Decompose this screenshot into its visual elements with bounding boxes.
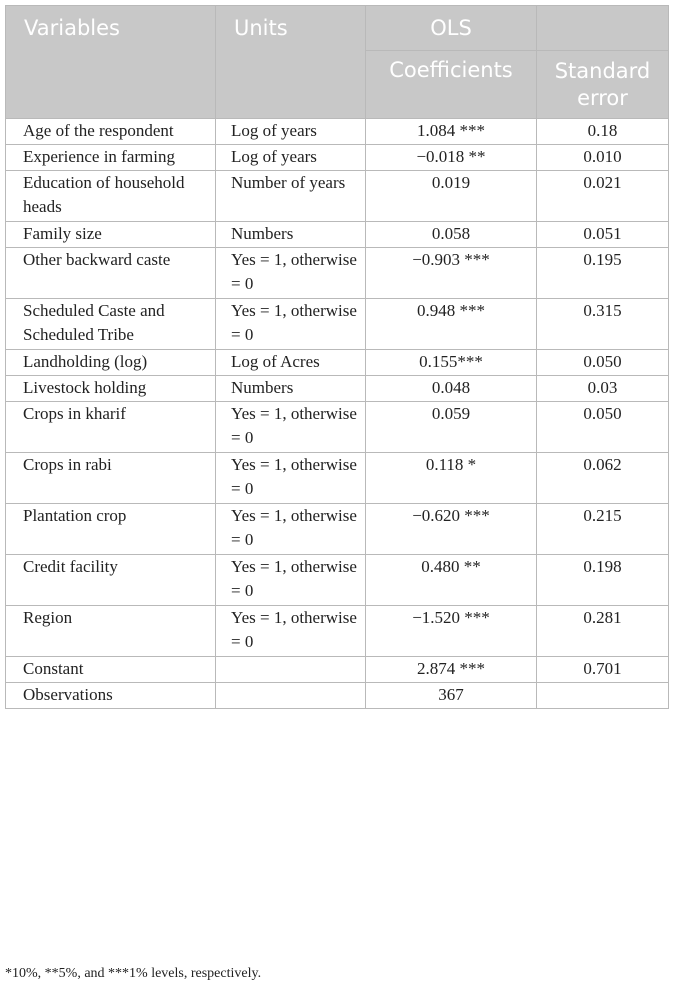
variable-cell: Livestock holding <box>6 376 216 402</box>
table-footnote: *10%, **5%, and ***1% levels, respectively. <box>5 966 262 981</box>
units-cell: Log of Acres <box>216 350 366 376</box>
units-cell <box>216 657 366 683</box>
coefficient-cell: 0.480 ** <box>366 555 537 606</box>
units-cell: Numbers <box>216 376 366 402</box>
table-row <box>6 222 669 248</box>
table-row <box>6 119 669 145</box>
standard-error-cell: 0.195 <box>537 248 669 299</box>
standard-error-cell: 0.021 <box>537 171 669 222</box>
coefficient-cell: 0.948 *** <box>366 299 537 350</box>
coefficient-cell: −1.520 *** <box>366 606 537 657</box>
header-ols: OLS <box>366 6 537 51</box>
coefficient-cell: 2.874 *** <box>366 657 537 683</box>
table-row <box>6 402 669 453</box>
standard-error-cell: 0.198 <box>537 555 669 606</box>
variable-cell: Region <box>6 606 216 657</box>
variable-cell: Other backward caste <box>6 248 216 299</box>
variable-cell: Age of the respondent <box>6 119 216 145</box>
variable-cell: Plantation crop <box>6 504 216 555</box>
coefficient-cell: 0.058 <box>366 222 537 248</box>
coefficient-cell: −0.620 *** <box>366 504 537 555</box>
standard-error-cell: 0.051 <box>537 222 669 248</box>
variable-cell: Scheduled Caste and Scheduled Tribe <box>6 299 216 350</box>
units-cell: Log of years <box>216 119 366 145</box>
variable-cell: Crops in kharif <box>6 402 216 453</box>
header-units: Units <box>216 6 366 119</box>
units-cell: Yes = 1, otherwise = 0 <box>216 606 366 657</box>
units-cell <box>216 683 366 709</box>
standard-error-cell: 0.03 <box>537 376 669 402</box>
table-row <box>6 350 669 376</box>
units-cell: Yes = 1, otherwise = 0 <box>216 453 366 504</box>
units-cell: Number of years <box>216 171 366 222</box>
table-row <box>6 453 669 504</box>
table-row <box>6 248 669 299</box>
header-standard-error: Standard error <box>537 51 669 119</box>
units-cell: Yes = 1, otherwise = 0 <box>216 402 366 453</box>
variable-cell: Crops in rabi <box>6 453 216 504</box>
coefficient-cell: −0.018 ** <box>366 145 537 171</box>
table-row <box>6 555 669 606</box>
coefficient-cell: 1.084 *** <box>366 119 537 145</box>
standard-error-cell: 0.315 <box>537 299 669 350</box>
coefficient-cell: −0.903 *** <box>366 248 537 299</box>
units-cell: Yes = 1, otherwise = 0 <box>216 299 366 350</box>
table-row <box>6 171 669 222</box>
coefficient-cell: 0.059 <box>366 402 537 453</box>
standard-error-cell: 0.010 <box>537 145 669 171</box>
standard-error-cell <box>537 683 669 709</box>
variable-cell: Landholding (log) <box>6 350 216 376</box>
coefficient-cell: 0.118 * <box>366 453 537 504</box>
standard-error-cell: 0.050 <box>537 402 669 453</box>
variable-cell: Credit facility <box>6 555 216 606</box>
table-row <box>6 657 669 683</box>
regression-table <box>5 5 669 709</box>
standard-error-cell: 0.050 <box>537 350 669 376</box>
table-row <box>6 504 669 555</box>
standard-error-cell: 0.281 <box>537 606 669 657</box>
coefficient-cell: 0.019 <box>366 171 537 222</box>
variable-cell: Family size <box>6 222 216 248</box>
variable-cell: Education of household heads <box>6 171 216 222</box>
table-row <box>6 145 669 171</box>
units-cell: Yes = 1, otherwise = 0 <box>216 248 366 299</box>
units-cell: Yes = 1, otherwise = 0 <box>216 504 366 555</box>
table-row <box>6 376 669 402</box>
variable-cell: Observations <box>6 683 216 709</box>
units-cell: Yes = 1, otherwise = 0 <box>216 555 366 606</box>
header-blank <box>537 6 669 51</box>
header-coefficients: Coefficients <box>366 51 537 119</box>
units-cell: Log of years <box>216 145 366 171</box>
table-row <box>6 683 669 709</box>
coefficient-cell: 0.155*** <box>366 350 537 376</box>
variable-cell: Constant <box>6 657 216 683</box>
table-row <box>6 299 669 350</box>
coefficient-cell: 367 <box>366 683 537 709</box>
standard-error-cell: 0.18 <box>537 119 669 145</box>
coefficient-cell: 0.048 <box>366 376 537 402</box>
units-cell: Numbers <box>216 222 366 248</box>
variable-cell: Experience in farming <box>6 145 216 171</box>
standard-error-cell: 0.701 <box>537 657 669 683</box>
header-variables: Variables <box>6 6 216 119</box>
table-header <box>6 6 669 119</box>
table-row <box>6 606 669 657</box>
standard-error-cell: 0.215 <box>537 504 669 555</box>
standard-error-cell: 0.062 <box>537 453 669 504</box>
